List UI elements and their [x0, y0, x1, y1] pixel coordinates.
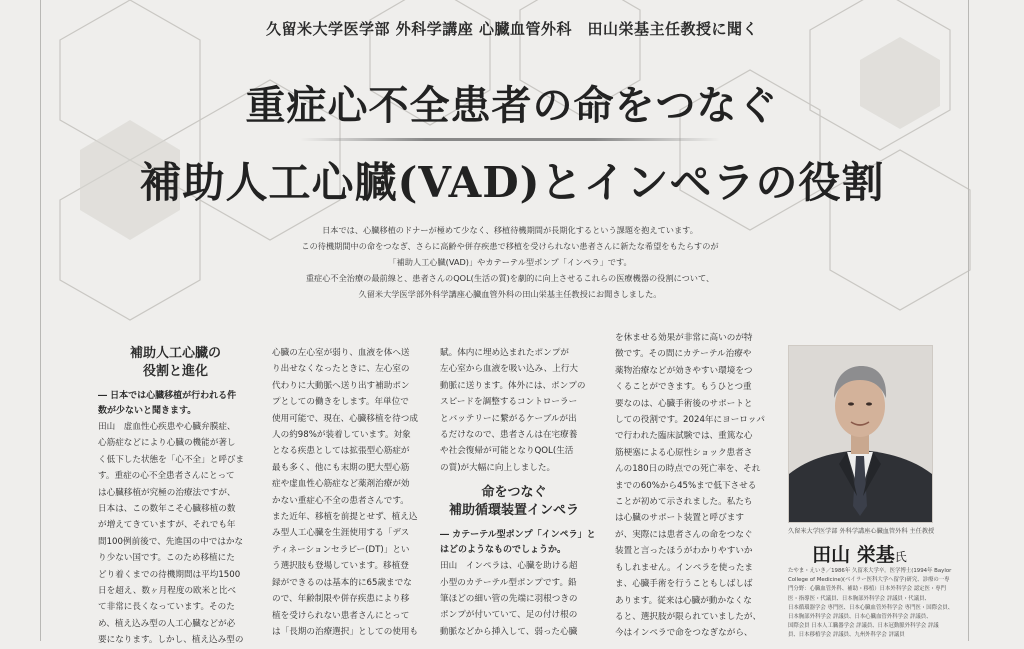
body-line: までの60%から45%まで低下させる — [615, 480, 757, 491]
body-line: ポンプが付いていて、足の付け根の — [440, 610, 578, 621]
body-column-3 — [440, 345, 596, 641]
body-line: 要になります。しかし、植え込み型の — [98, 635, 244, 646]
body-line: 要なのは、心臓手術後のサポートと — [615, 398, 753, 409]
body-line: り出せなくなったときに、左心室の — [272, 364, 410, 375]
body-line: 使用可能で、現在、心臓移植を待つ成 — [272, 413, 418, 424]
body-line: す。重症の心不全患者さんにとって — [98, 471, 235, 482]
professor-biography — [788, 567, 954, 641]
bio-line: 門分野：心臓血管外科、補助・移植）日本外科学会 認定医・専門 — [788, 586, 947, 593]
body-line: み型人工心臓を生涯使用する「デス — [272, 528, 410, 539]
article-kicker: 久留米大学医学部 外科学講座 心臓血管外科 田山栄基主任教授に聞く — [266, 20, 758, 38]
bio-line: College of Medicine)(ベイラー医科大学へ留学)研究、診療の一専 — [788, 577, 950, 584]
lead-paragraph — [230, 222, 790, 302]
body-line: は「長期の治療選択」としての使用も — [272, 626, 419, 637]
interview-question: はどのようなものでしょうか。 — [440, 545, 567, 556]
body-line: 症や虚血性心筋症など薬剤治療が効 — [272, 479, 410, 490]
body-column-2 — [272, 345, 422, 641]
body-line: あります。従来は心臓が動かなくな — [615, 595, 752, 606]
body-line: が、実際には患者さんの命をつなぐ — [615, 529, 753, 540]
body-line: もしれません。インペラを使ったま — [615, 562, 754, 573]
body-column-1 — [98, 345, 253, 646]
body-line: 心筋症などにより心臓の機能が著し — [98, 438, 236, 449]
body-line: ことが初めて示されました。私たち — [615, 497, 753, 508]
body-line: 植を受けられない患者さんにとって — [272, 610, 410, 621]
body-line: う選択肢も登場しています。移植登 — [272, 561, 409, 572]
professor-name — [788, 540, 931, 567]
bio-line: たやま・えいき／1986年 久留米大学卒。医学博士(1994年 Baylor — [788, 568, 952, 574]
body-line: は心臓のサポート装置と呼びます — [615, 513, 744, 524]
body-line: て非常に長くなっています。そのた — [98, 602, 235, 613]
interview-question: ― 日本では心臓移植が行われる件 — [98, 391, 237, 401]
bio-line: 員、日本移植学会 評議員、九州外科学会 評議員 — [788, 632, 905, 639]
section-heading-line: 役割と進化 — [142, 364, 208, 379]
body-line: ので、年齢制限や併存疾患により移 — [272, 594, 410, 605]
headline-divider — [300, 138, 720, 141]
body-line: り少ない国です。このため移植にた — [98, 553, 235, 564]
body-line: ると、選択肢が限られていましたが、 — [615, 611, 762, 622]
interview-question: 数が少ないと聞きます。 — [98, 406, 197, 416]
interview-question: ― カテーテル型ポンプ「インペラ」と — [440, 530, 596, 541]
body-line: 動脈などから挿入して、弱った心臓 — [440, 626, 578, 637]
headline-line-1: 重症心不全患者の命をつなぐ — [245, 82, 779, 129]
lead-line: 重症心不全治療の最前線と、患者さんのQOL(生活の質)を劇的に向上させるこれらの医療機器の役割について、 — [305, 273, 715, 283]
body-line: 心臓の左心室が弱り、血液を体へ送 — [272, 348, 410, 358]
body-line: 動脈に送ります。体外には、ポンプの — [440, 380, 586, 391]
body-line: 左心室から血液を吸い込み、上行大 — [440, 364, 579, 375]
body-line: の質)が大幅に向上しました。 — [440, 462, 556, 473]
body-line: どり着くまでの待機期間は平均1500 — [98, 569, 241, 580]
section-heading — [98, 345, 253, 381]
bio-line: 医・指導医・代議員、日本胸部外科学会 評議員・代議員、 — [788, 595, 930, 602]
bio-line: 国際会員 日本人工臓器学会 評議員、日本冠動脈外科学会 評議 — [788, 623, 939, 630]
body-line: しての役割です。2024年にヨーロッパ — [615, 415, 765, 426]
body-line: くることができます。もうひとつ重 — [615, 382, 752, 393]
body-line: を休ませる効果が非常に高いのが特 — [615, 333, 753, 343]
body-line: となる疾患としては拡張型心筋症が — [272, 446, 410, 457]
professor-name-text: 田山 栄基 — [812, 544, 895, 566]
lead-line: この待機期間中の命をつなぎ、さらに高齢や併存疾患で移植を受けられない患者さんに新たな希望をもたらすのが — [301, 241, 719, 251]
body-line: とバッテリーに繋がるケーブルが出 — [440, 413, 577, 424]
body-line: 日を超え、数ヶ月程度の欧米と比べ — [98, 586, 237, 597]
body-line: 田山 インペラは、心臓を助ける超 — [440, 561, 578, 572]
body-line: 田山 虚血性心疾患や心臓弁膜症、 — [98, 422, 236, 432]
section-heading-line: 補助人工心臓の — [129, 346, 221, 361]
body-line: 最も多く、他にも末期の肥大型心筋 — [272, 462, 410, 473]
section-heading-line: 補助循環装置インペラ — [448, 503, 579, 519]
body-line: るだけなので、患者さんは在宅療養 — [440, 430, 578, 441]
body-column-4 — [615, 330, 763, 641]
body-line: 徴です。その間にカテーテル治療や — [615, 349, 752, 360]
lead-line: 日本では、心臓移植のドナーが極めて少なく、移植待機期間が長期化するという課題を抱えています。 — [322, 225, 698, 235]
bio-line: 日本循環器学会 専門医、日本心臓血管外科学会 専門医・国際会員、 — [788, 604, 954, 611]
body-line: んの180日の時点での死亡率を、それ — [615, 464, 761, 475]
body-line: 今はインペラで命をつなぎながら、 — [615, 628, 753, 639]
body-line: ティネーションセラピー(DT)」とい — [272, 544, 410, 555]
lead-line: 久留米大学医学部外科学講座心臓血管外科の田山栄基主任教授にお聞きしました。 — [358, 289, 662, 299]
body-line: スピードを調整するコントローラー — [440, 397, 578, 408]
body-line: 間100例前後で、先進国の中ではかな — [98, 536, 244, 547]
body-line: 筋梗塞による心原性ショック患者さ — [615, 447, 753, 458]
body-line: 人の約98%が装着しています。対象 — [272, 430, 411, 441]
body-line: 筆ほどの細い管の先端に羽根つきの — [440, 594, 578, 605]
professor-title-caption: 久留米大学医学部 外科学講座心臓血管外科 主任教授 — [788, 528, 935, 535]
body-line: かない重症心不全の患者さんです。 — [272, 495, 409, 506]
bio-line: 日本胸部外科学会 評議員、日本心臓血管外科学会 評議員、 — [788, 614, 932, 621]
body-line: 薬物治療などが効きやすい環境をつ — [615, 365, 753, 376]
body-line: 小型のカテーテル型ポンプです。鉛 — [440, 577, 577, 588]
section-heading-line: 命をつなぐ — [481, 485, 547, 501]
lead-line: 「補助人工心臓(VAD)」やカテーテル型ポンプ「インペラ」です。 — [388, 257, 632, 267]
body-line: 代わりに大動脈へ送り出す補助ポン — [272, 380, 410, 391]
body-line: で行われた臨床試験では、重篤な心 — [615, 431, 753, 442]
body-line: ま、心臓手術を行うこともしばしば — [615, 579, 753, 590]
body-line: や社会復帰が可能となりQOL(生活 — [440, 446, 574, 457]
body-line: め、植え込み型の人工心臓などが必 — [98, 618, 236, 629]
body-line: また近年、移植を前提とせず、植え込 — [272, 512, 418, 523]
body-line: 賦。体内に埋め込まれたポンプが — [440, 348, 569, 358]
body-line: が増えてきていますが、それでも年 — [98, 520, 236, 531]
body-line: は心臓移植が究極の治療法ですが、 — [98, 487, 236, 498]
body-line: プとしての働きをします。年単位で — [272, 397, 409, 408]
body-line: 装置と言ったほうがわかりやすいか — [615, 546, 753, 557]
section-heading — [440, 484, 588, 520]
headline-line-2: 補助人工心臓(VAD)とインペラの役割 — [139, 158, 885, 207]
professor-honorific: 氏 — [894, 550, 907, 564]
body-line: く低下した状態を「心不全」と呼びま — [98, 454, 245, 465]
professor-portrait-photo — [788, 345, 933, 523]
body-line: 日本は、この数年こそ心臓移植の数 — [98, 504, 236, 515]
body-line: 録ができるのは基本的に65歳までな — [272, 577, 412, 588]
